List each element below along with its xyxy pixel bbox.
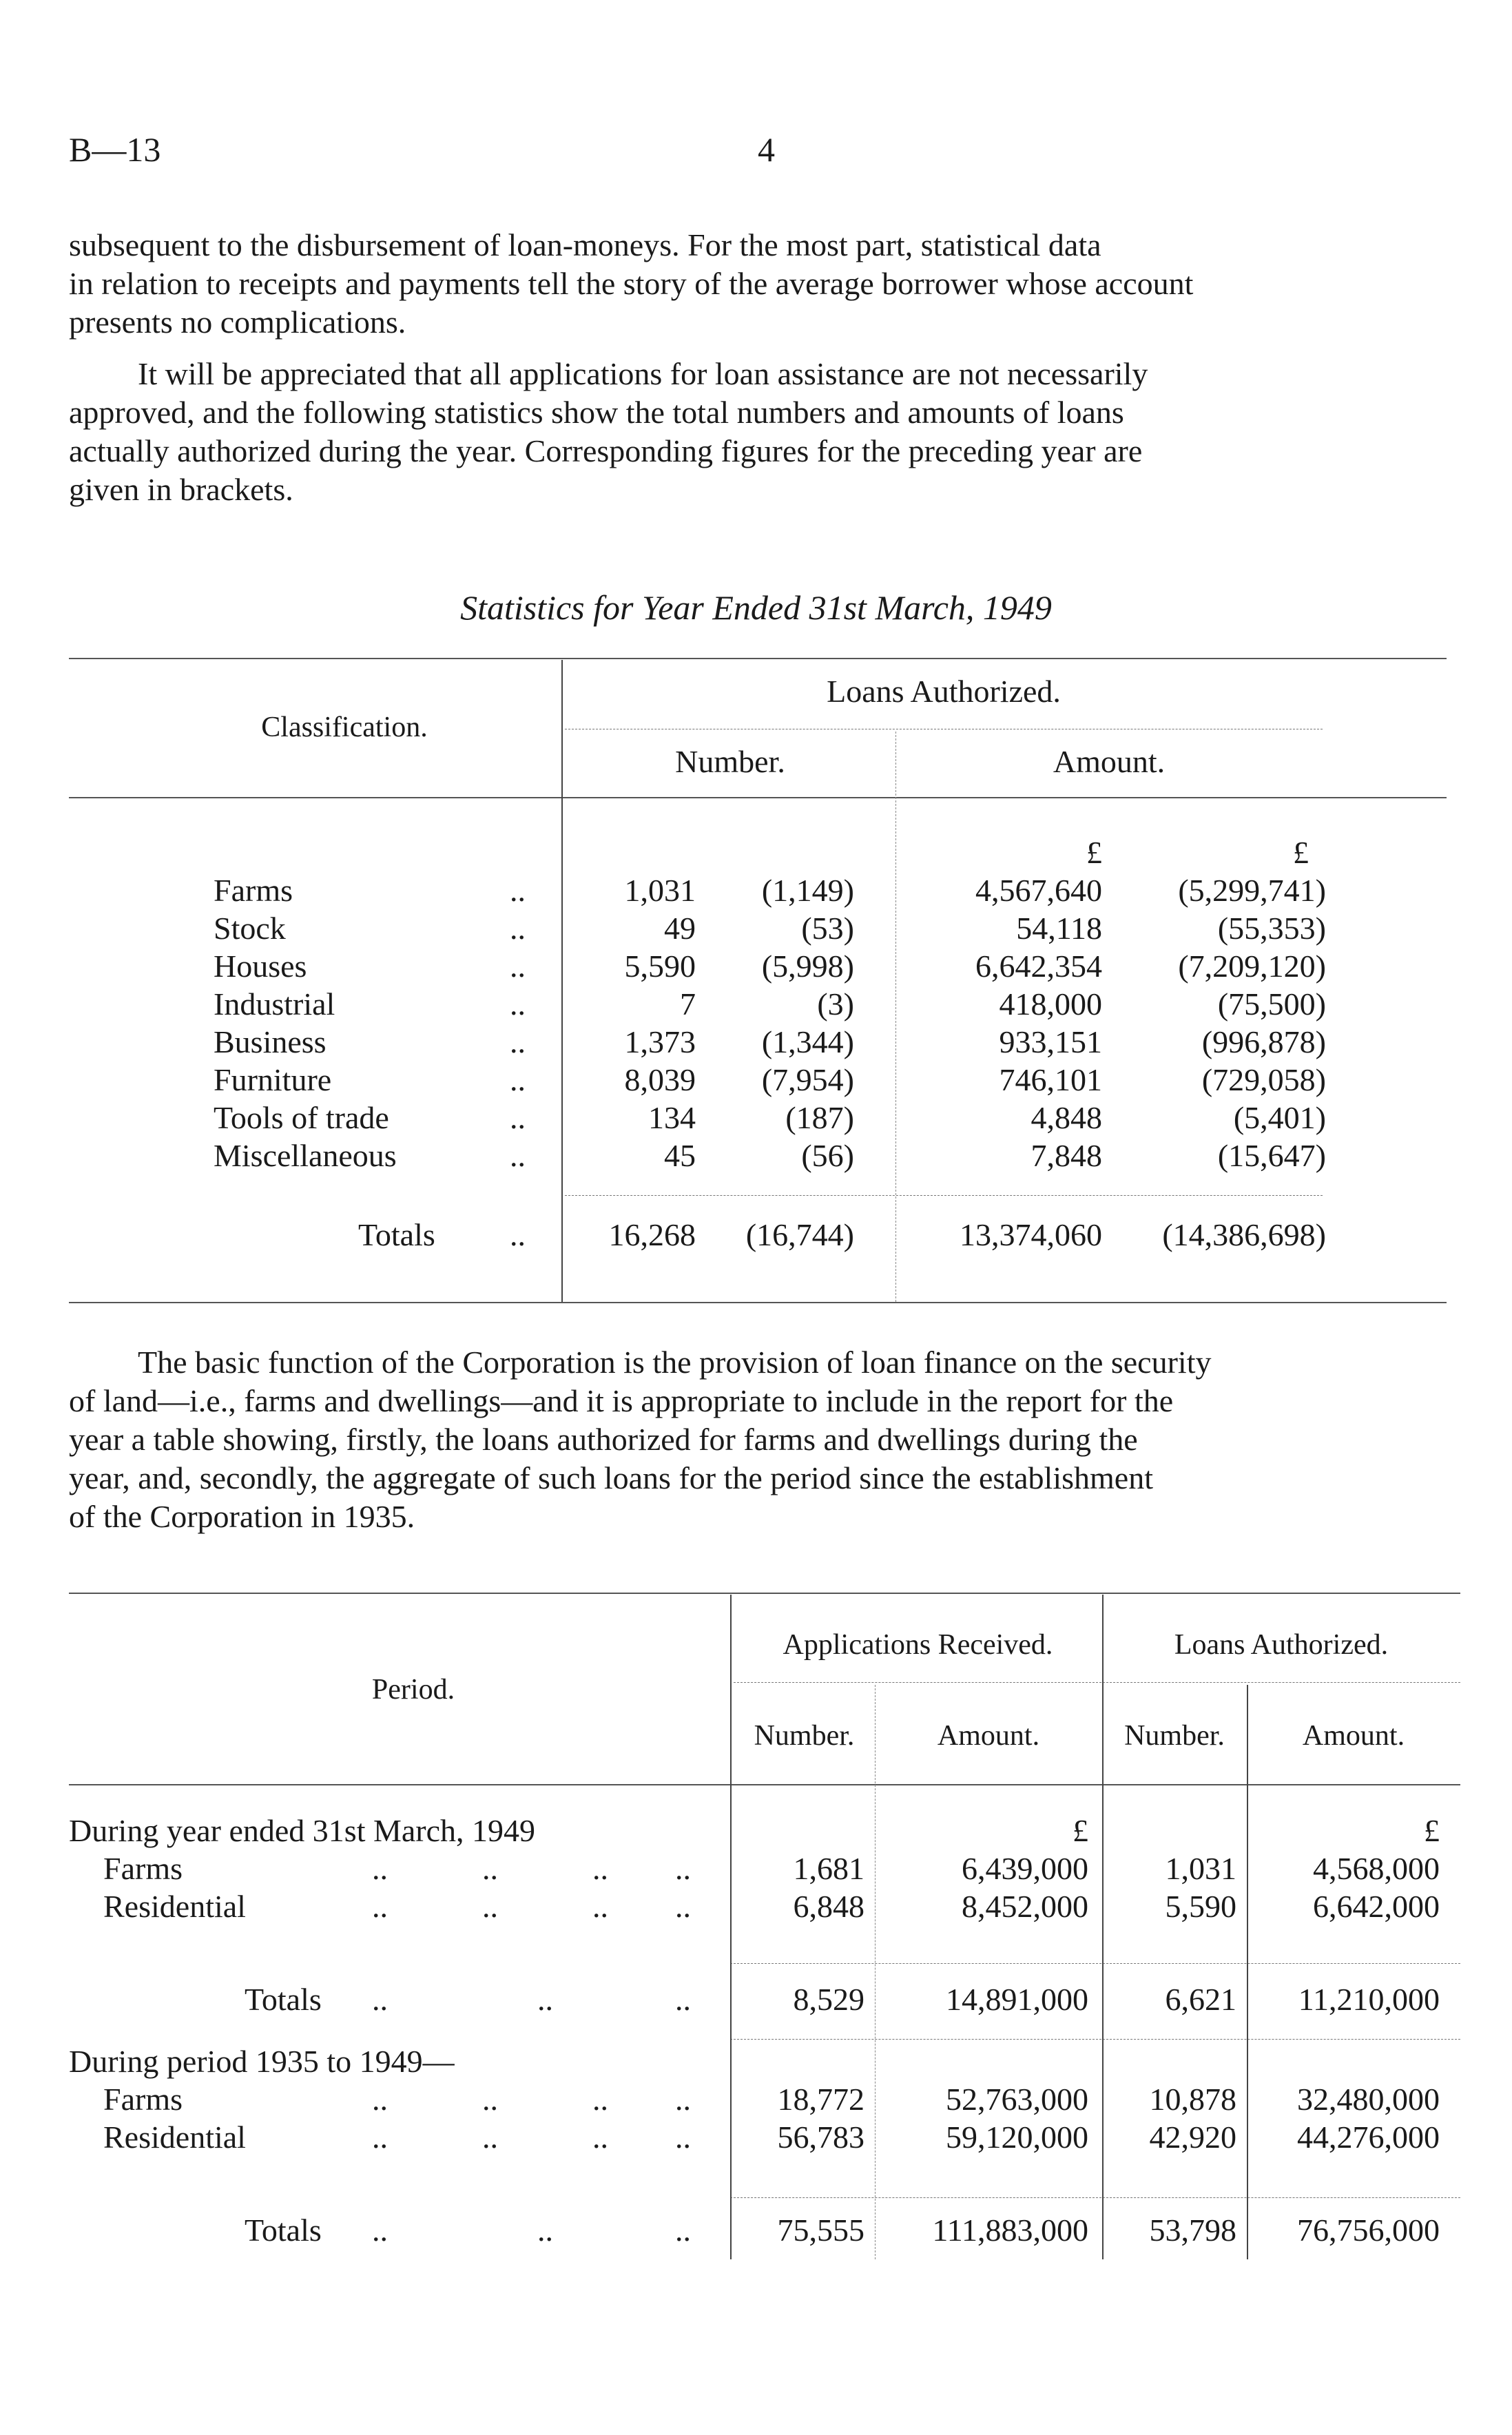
- table-2-section1-bottom-rule: [730, 2039, 1460, 2040]
- table-1-caption: Statistics for Year Ended 31st March, 1949: [460, 588, 1052, 627]
- table-1-classification-header: Classification.: [261, 712, 428, 743]
- table-1-totals-rule: [565, 1195, 1323, 1196]
- section-heading: During year ended 31st March, 1949: [69, 1813, 536, 1848]
- row-label: Farms: [103, 1851, 183, 1886]
- leader-dots: ..: [675, 1851, 691, 1886]
- number-cell: 7: [680, 986, 696, 1022]
- leader-dots: ..: [372, 1889, 388, 1924]
- currency: £: [1424, 1813, 1440, 1848]
- paragraph-line: given in brackets.: [69, 472, 293, 507]
- loans-number-cell: 42,920: [1149, 2120, 1236, 2155]
- leader-dots: ..: [675, 2082, 691, 2117]
- leader-dots: ..: [510, 1138, 526, 1173]
- table-1-top-rule: [69, 658, 1447, 659]
- leader-dots: ..: [592, 1889, 608, 1924]
- paragraph-line: approved, and the following statistics show the total numbers and amounts of loans: [69, 395, 1124, 430]
- table-1-loans-authorized-header: Loans Authorized.: [827, 674, 1061, 709]
- loans-amount-cell: 44,276,000: [1297, 2120, 1440, 2155]
- loans-number-cell: 5,590: [1165, 1889, 1236, 1924]
- amount-cell: 54,118: [1016, 911, 1102, 946]
- paragraph-line: of land—i.e., farms and dwellings—and it is appropriate to include in the report for the: [69, 1383, 1174, 1418]
- leader-dots: ..: [675, 1982, 691, 2017]
- number-prev-cell: (1,344): [761, 1024, 854, 1059]
- table-2-top-rule: [69, 1593, 1460, 1594]
- leader-dots: ..: [510, 986, 526, 1022]
- loans-amount-cell: 32,480,000: [1297, 2082, 1440, 2117]
- leader-dots: ..: [537, 1982, 553, 2017]
- apps-amount-cell: 52,763,000: [946, 2082, 1088, 2117]
- number-prev-cell: (3): [817, 986, 854, 1022]
- number-cell: 5,590: [624, 949, 696, 984]
- number-cell: 8,039: [624, 1062, 696, 1097]
- table-1-vline-amount: [895, 732, 896, 1302]
- row-label: Stock: [214, 911, 286, 946]
- amount-prev-cell: (14,386,698): [1162, 1217, 1326, 1252]
- loans-number-cell: 6,621: [1165, 1982, 1236, 2017]
- table-2-vline-apps-amount: [875, 1685, 876, 2259]
- leader-dots: ..: [510, 1100, 526, 1135]
- loans-number-cell: 53,798: [1149, 2213, 1236, 2248]
- number-prev-cell: (56): [801, 1138, 854, 1173]
- apps-number-cell: 75,555: [777, 2213, 864, 2248]
- table-1-bottom-rule: [69, 1302, 1447, 1303]
- loans-amount-cell: 11,210,000: [1298, 1982, 1440, 2017]
- number-cell: 134: [648, 1100, 696, 1135]
- apps-amount-cell: 111,883,000: [932, 2213, 1088, 2248]
- leader-dots: ..: [675, 2213, 691, 2248]
- leader-dots: ..: [510, 1062, 526, 1097]
- apps-number-cell: 18,772: [777, 2082, 864, 2117]
- totals-label: Totals: [245, 2213, 322, 2248]
- table-2-applications-header: Applications Received.: [783, 1629, 1053, 1661]
- table-2-vline-loans: [1102, 1595, 1104, 2259]
- number-cell: 16,268: [608, 1217, 696, 1252]
- leader-dots: ..: [372, 1851, 388, 1886]
- page-number: 4: [758, 130, 775, 169]
- apps-amount-cell: 6,439,000: [962, 1851, 1088, 1886]
- leader-dots: ..: [372, 2213, 388, 2248]
- paragraph-2: [69, 355, 1467, 509]
- amount-cell: 418,000: [999, 986, 1102, 1022]
- apps-number-cell: 56,783: [777, 2120, 864, 2155]
- table-2-loans-number-header: Number.: [1124, 1720, 1225, 1752]
- amount-prev-cell: (996,878): [1201, 1024, 1326, 1059]
- apps-amount-cell: 14,891,000: [946, 1982, 1088, 2017]
- amount-prev-cell: (5,299,741): [1178, 873, 1326, 908]
- leader-dots: ..: [675, 2120, 691, 2155]
- leader-dots: ..: [592, 2082, 608, 2117]
- amount-cell: 7,848: [1031, 1138, 1102, 1173]
- paragraph-line: of the Corporation in 1935.: [69, 1499, 415, 1534]
- number-cell: 1,031: [624, 873, 696, 908]
- document-reference: B—13: [69, 130, 161, 169]
- amount-cell: 746,101: [999, 1062, 1102, 1097]
- apps-number-cell: 8,529: [793, 1982, 864, 2017]
- table-2-vline-loans-amount: [1247, 1685, 1248, 2259]
- leader-dots: ..: [372, 1982, 388, 2017]
- amount-prev-cell: (55,353): [1217, 911, 1326, 946]
- amount-cell: 13,374,060: [960, 1217, 1102, 1252]
- leader-dots: ..: [482, 2082, 498, 2117]
- paragraph-line: presents no complications.: [69, 304, 406, 340]
- apps-amount-cell: 59,120,000: [946, 2120, 1088, 2155]
- number-cell: 49: [664, 911, 696, 946]
- amount-prev-cell: (15,647): [1217, 1138, 1326, 1173]
- table-2-header-rule: [69, 1784, 1460, 1785]
- loans-amount-cell: 76,756,000: [1297, 2213, 1440, 2248]
- leader-dots: ..: [510, 949, 526, 984]
- number-prev-cell: (5,998): [761, 949, 854, 984]
- row-label: Tools of trade: [214, 1100, 389, 1135]
- table-2-vline-period: [730, 1595, 732, 2259]
- paragraph-line: subsequent to the disbursement of loan-moneys. For the most part, statistical data: [69, 227, 1101, 262]
- apps-amount-cell: 8,452,000: [962, 1889, 1088, 1924]
- paragraph-line: year, and, secondly, the aggregate of such loans for the period since the establishment: [69, 1460, 1153, 1495]
- row-label: Miscellaneous: [214, 1138, 397, 1173]
- leader-dots: ..: [510, 1024, 526, 1059]
- row-label: Residential: [103, 2120, 246, 2155]
- loans-number-cell: 1,031: [1165, 1851, 1236, 1886]
- number-prev-cell: (16,744): [745, 1217, 854, 1252]
- totals-label: Totals: [245, 1982, 322, 2017]
- paragraph-line: in relation to receipts and payments tell the story of the average borrower whose account: [69, 266, 1194, 301]
- loans-amount-cell: 6,642,000: [1313, 1889, 1440, 1924]
- row-label: Furniture: [214, 1062, 332, 1097]
- apps-number-cell: 6,848: [793, 1889, 864, 1924]
- row-label: Business: [214, 1024, 327, 1059]
- number-prev-cell: (7,954): [761, 1062, 854, 1097]
- table-1-currency: £: [1086, 835, 1102, 870]
- table-1-header-rule: [69, 797, 1447, 798]
- row-label: Farms: [103, 2082, 183, 2117]
- paragraph-line: The basic function of the Corporation is the provision of loan finance on the security: [138, 1345, 1212, 1380]
- currency: £: [1073, 1813, 1088, 1848]
- row-label: Houses: [214, 949, 307, 984]
- leader-dots: ..: [510, 911, 526, 946]
- section-heading: During period 1935 to 1949—: [69, 2044, 455, 2079]
- table-2-section2-totals-rule: [730, 2197, 1460, 2198]
- table-2-apps-number-header: Number.: [754, 1720, 855, 1752]
- leader-dots: ..: [372, 2120, 388, 2155]
- amount-prev-cell: (75,500): [1217, 986, 1326, 1022]
- leader-dots: ..: [592, 1851, 608, 1886]
- leader-dots: ..: [372, 2082, 388, 2117]
- loans-number-cell: 10,878: [1149, 2082, 1236, 2117]
- amount-prev-cell: (5,401): [1233, 1100, 1326, 1135]
- table-1-number-header: Number.: [675, 744, 785, 779]
- table-1-currency-prev: £: [1293, 835, 1309, 870]
- number-cell: 45: [664, 1138, 696, 1173]
- leader-dots: ..: [675, 1889, 691, 1924]
- leader-dots: ..: [537, 2213, 553, 2248]
- leader-dots: ..: [482, 1889, 498, 1924]
- table-2-section1-totals-rule: [730, 1963, 1460, 1964]
- leader-dots: ..: [510, 873, 526, 908]
- leader-dots: ..: [482, 2120, 498, 2155]
- table-2-loans-amount-header: Amount.: [1302, 1720, 1405, 1752]
- paragraph-line: It will be appreciated that all applications for loan assistance are not necessarily: [138, 356, 1148, 391]
- table-2-group-rule: [734, 1682, 1460, 1683]
- table-1-vline-main: [561, 660, 563, 1302]
- amount-cell: 6,642,354: [975, 949, 1102, 984]
- amount-prev-cell: (729,058): [1201, 1062, 1326, 1097]
- row-label: Farms: [214, 873, 293, 908]
- row-label: Residential: [103, 1889, 246, 1924]
- row-label: Industrial: [214, 986, 335, 1022]
- number-cell: 1,373: [624, 1024, 696, 1059]
- totals-label: Totals: [358, 1217, 435, 1252]
- leader-dots: ..: [482, 1851, 498, 1886]
- table-2-loans-header: Loans Authorized.: [1174, 1629, 1389, 1661]
- number-prev-cell: (187): [785, 1100, 854, 1135]
- paragraph-line: year a table showing, firstly, the loans authorized for farms and dwellings during the: [69, 1422, 1138, 1457]
- amount-cell: 933,151: [999, 1024, 1102, 1059]
- number-prev-cell: (53): [801, 911, 854, 946]
- apps-number-cell: 1,681: [793, 1851, 864, 1886]
- paragraph-1: [69, 226, 1467, 342]
- table-1-amount-header: Amount.: [1053, 744, 1166, 779]
- leader-dots: ..: [510, 1217, 526, 1252]
- loans-amount-cell: 4,568,000: [1313, 1851, 1440, 1886]
- table-2-period-header: Period.: [371, 1674, 455, 1706]
- paragraph-3: [69, 1343, 1467, 1536]
- amount-cell: 4,848: [1031, 1100, 1102, 1135]
- number-prev-cell: (1,149): [761, 873, 854, 908]
- amount-cell: 4,567,640: [975, 873, 1102, 908]
- paragraph-line: actually authorized during the year. Corresponding figures for the preceding year are: [69, 433, 1143, 468]
- leader-dots: ..: [592, 2120, 608, 2155]
- table-2-apps-amount-header: Amount.: [937, 1720, 1040, 1752]
- amount-prev-cell: (7,209,120): [1178, 949, 1326, 984]
